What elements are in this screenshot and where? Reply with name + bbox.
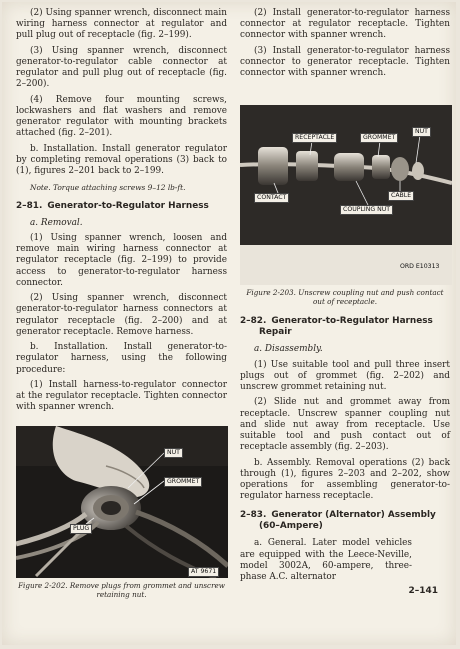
section-heading-2-82 — [240, 316, 450, 338]
plug-grommet-illustration — [16, 426, 228, 578]
paragraph: b. Assembly. Removal operations (2) back through (1), figures 2–203 and 2–202, show operations for assembling generator-to-regulator harness receptacle. — [240, 457, 450, 502]
section-title: Generator-to-Regulator Harness — [271, 316, 433, 327]
figure-2-203-photo — [240, 105, 452, 285]
section-title: Generator-to-Regulator Harness — [47, 200, 209, 211]
paragraph: (2) Slide nut and grommet away from receptacle. Unscrew spanner coupling nut and slide nut away from receptacle. Use suitable tool and push contact out of receptacle assembly (fig. 2–203). — [240, 397, 450, 453]
right-column — [240, 8, 450, 587]
paragraph: b. Installation. Install generator regulator by completing removal operations (3) back to (1), figures 2–201 back to 2–199. — [16, 143, 227, 177]
section-heading-2-83 — [240, 510, 450, 532]
paragraph: (2) Using spanner wrench, disconnect main wiring harness connector at regulator and pull plug out of receptacle (fig. 2–199). — [16, 8, 227, 41]
paragraph: b. Installation. Install generator-to-regulator harness, using the following procedure: — [16, 342, 227, 375]
plug-label: PLUG — [70, 524, 92, 534]
paragraph: a. General. Later model vehicles are equipped with the Leece-Neville, model 3002A, 60-ampere, three-phase A.C. alternator — [240, 538, 412, 583]
nut-label: NUT — [412, 127, 431, 137]
manual-page — [2, 2, 456, 645]
figure-2-202-photo — [16, 426, 228, 578]
grommet-label: GROMMET — [360, 133, 398, 143]
figure-2-202-caption: Figure 2-202. Remove plugs from grommet and unscrew retaining nut. — [18, 580, 225, 599]
contact-label: CONTACT — [254, 193, 289, 203]
section-number: 2–81. — [16, 200, 43, 211]
figure-reference: AT 9671 — [188, 567, 219, 577]
section-title: Generator (Alternator) Assembly — [271, 510, 436, 521]
section-heading-2-81 — [16, 201, 227, 212]
paragraph: (1) Use suitable tool and pull three insert plugs out of grommet (fig. 2–202) and unscrew grommet retaining nut. — [240, 359, 450, 393]
receptacle-label: RECEPTACLE — [292, 133, 337, 143]
subheading-removal: a. Removal. — [30, 217, 83, 228]
figure-2-203-caption: Figure 2-203. Unscrew coupling nut and push contact out of receptacle. — [246, 288, 444, 307]
paragraph: (1) Install harness-to-regulator connector at the regulator receptacle. Tighten connector with spanner wrench. — [16, 380, 227, 413]
cable-label: CABLE — [388, 191, 414, 201]
section-title-continued: Repair — [259, 327, 292, 338]
section-number: 2–83. — [240, 510, 267, 521]
section-title-continued: (60–Ampere) — [259, 521, 323, 532]
paragraph: (4) Remove four mounting screws, lockwashers and flat washers and remove generator regulator with mounting brackets attached (fig. 2–201). — [16, 94, 227, 139]
subheading-disassembly: a. Disassembly. — [254, 344, 323, 355]
figure-reference: ORD E10313 — [400, 263, 440, 271]
paragraph: (2) Install generator-to-regulator harness connector at regulator receptacle. Tighten connector with spanner wrench. — [240, 8, 450, 41]
torque-note: Note. Torque attaching screws 9–12 lb-ft. — [30, 182, 186, 192]
paragraph: (3) Using spanner wrench, disconnect generator-to-regulator cable connector at regulator and pull plug out of receptacle (fig. 2–200). — [16, 45, 227, 90]
section-number: 2–82. — [240, 316, 267, 327]
left-column — [16, 8, 227, 599]
paragraph: (3) Install generator-to-regulator harness connector to generator receptacle. Tighten connector with spanner wrench. — [240, 45, 450, 79]
nut-label: NUT — [164, 448, 183, 458]
page-number: 2–141 — [408, 586, 438, 596]
paragraph: (2) Using spanner wrench, disconnect generator-to-regulator harness connectors at regulator receptacle (fig. 2–200) and at generator receptacle. Remove harness. — [16, 293, 227, 337]
coupling-nut-label: COUPLING NUT — [340, 205, 393, 215]
paragraph: (1) Using spanner wrench, loosen and remove main wiring harness connector at regulator receptacle (fig. 2–199) to provide access to generator-to-regulator harness connector. — [16, 233, 227, 288]
grommet-label: GROMMET — [164, 477, 202, 487]
